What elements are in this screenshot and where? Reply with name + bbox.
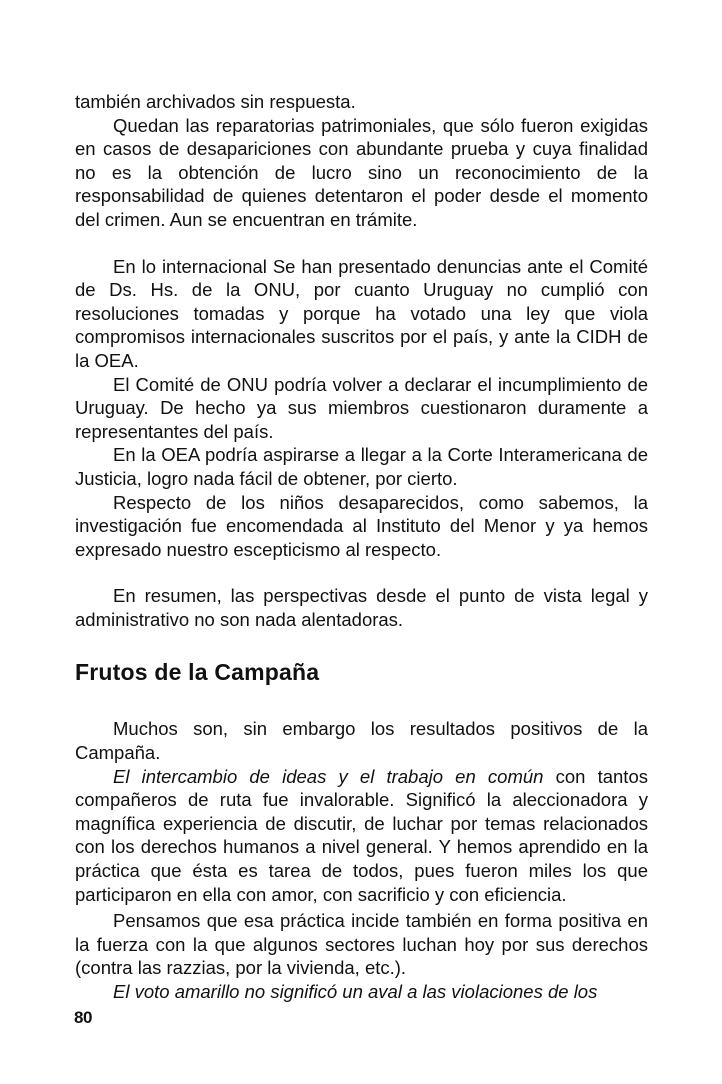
paragraph-voto-amarillo [75, 980, 648, 1004]
section-heading: Frutos de la Campaña [75, 659, 320, 686]
page-body [75, 90, 648, 1004]
paragraph-comite-onu: El Comité de ONU podría volver a declarar el incumplimiento de Uruguay. De hecho ya sus miembros cuestionaron duramente a representantes del país. [75, 373, 648, 442]
paragraph-oea: En la OEA podría aspirarse a llegar a la Corte Interamericana de Justicia, logro nada fácil de obtener, por cierto. [75, 444, 648, 489]
paragraph-ninos-desaparecidos: Respecto de los niños desaparecidos, como sabemos, la investigación fue encomendada al Instituto del Menor y ya hemos expresado nuestro escepticismo al respecto. [75, 491, 648, 560]
paragraph-internacional: En lo internacional Se han presentado denuncias ante el Comité de Ds. Hs. de la ONU, por cuanto Uruguay no cumplió con resoluciones tomadas y porque ha votado una ley que viola compromisos internacionales suscritos por el país, y ante la CIDH de la OEA. [75, 255, 648, 371]
page-number: 80 [74, 1008, 92, 1027]
paragraph-reparatorias: Quedan las reparatorias patrimoniales, que sólo fueron exigidas en casos de desapariciones con abundante prueba y cuya finalidad no es la obtención de lucro sino un reconocimiento de la responsabilidad de quienes detentaron el poder desde el momento del crimen. Aun se encuentran en trámite. [75, 114, 648, 230]
paragraph-practica: Pensamos que esa práctica incide también en forma positiva en la fuerza con la que algunos sectores luchan hoy por sus derechos (contra las razzias, por la vivienda, etc.). [75, 910, 648, 979]
paragraph-intercambio [75, 765, 648, 907]
paragraph-text: con tantos compañeros de ruta fue invalorable. Significó la aleccionadora y magnífica experiencia de discutir, de luchar por temas relacionados con los derechos humanos a nivel general. Y hemos aprendido en la práctica que ésta es tarea de todos, pues fueron miles los que participaron en ella con amor, con sacrificio y con eficiencia. [75, 765, 648, 905]
paragraph-continuation: también archivados sin respuesta. [75, 91, 356, 112]
italic-phrase: El intercambio de ideas y el trabajo en común [113, 765, 544, 787]
paragraph-resultados-positivos: Muchos son, sin embargo los resultados positivos de la Campaña. [75, 718, 648, 764]
paragraph-resumen: En resumen, las perspectivas desde el punto de vista legal y administrativo no son nada alentadoras. [75, 585, 648, 630]
italic-phrase: El voto amarillo no significó un aval a las violaciones de los [113, 981, 598, 1002]
